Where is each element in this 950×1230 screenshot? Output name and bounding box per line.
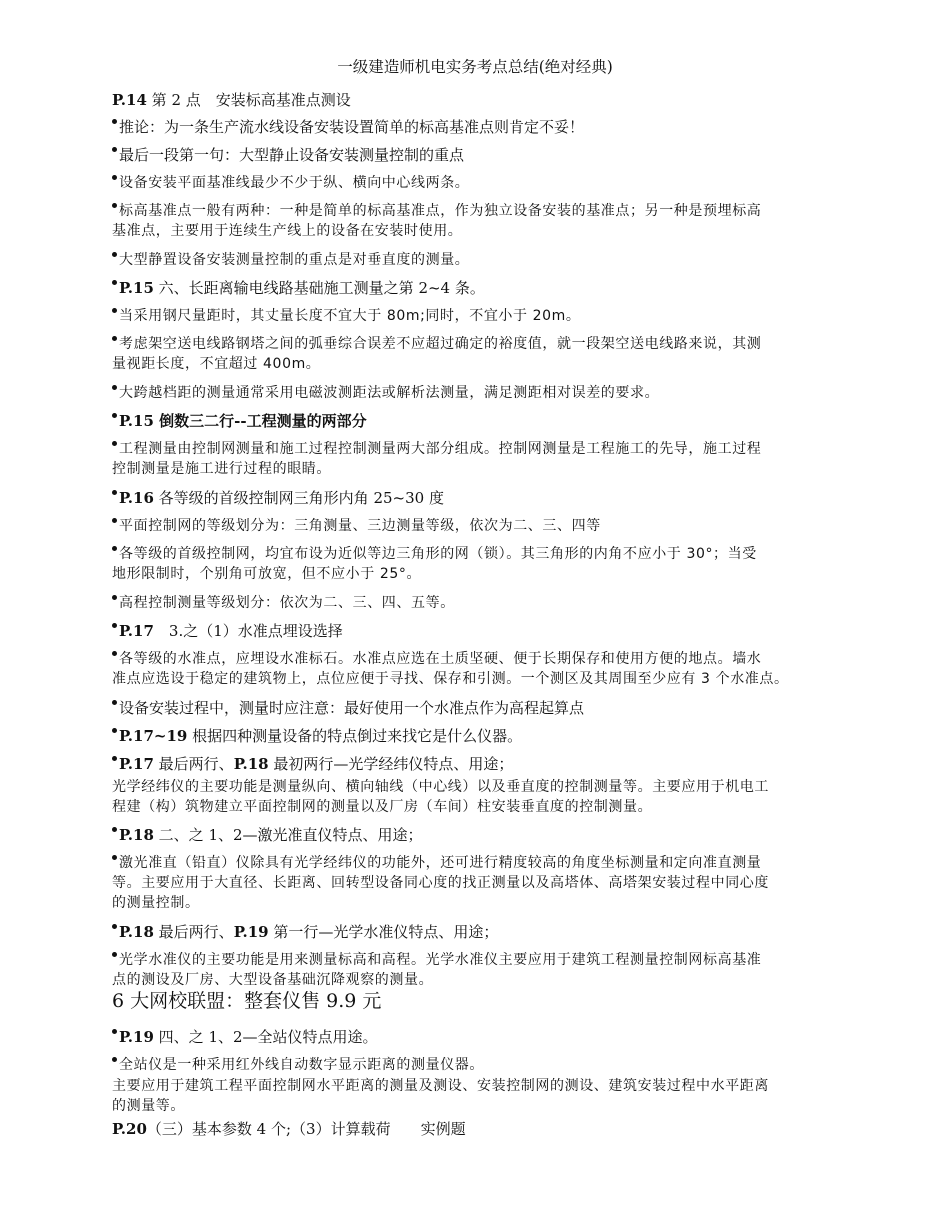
heading-text: 倒数三二行--工程测量的两部分 — [153, 412, 367, 430]
bullet-icon — [112, 827, 117, 832]
page-ref: P.19 — [119, 1028, 154, 1046]
section-heading-p15b — [112, 411, 842, 431]
section-heading-p18 — [112, 825, 842, 845]
bullet-item — [112, 853, 842, 873]
page-header-title: 一级建造师机电实务考点总结(绝对经典) — [337, 58, 613, 76]
page-ref: P.17 — [119, 755, 154, 773]
section-heading-p19 — [112, 1027, 842, 1047]
bullet-text: 全站仪是一种采用红外线自动数字显示距离的测量仪器。 — [119, 1057, 484, 1073]
section-heading-p17 — [112, 621, 842, 641]
bullet-icon — [112, 336, 117, 341]
section-heading-p17-p18 — [112, 754, 842, 774]
continuation-line: 点的测设及厂房、大型设备基础沉降观察的测量。 — [112, 972, 434, 988]
continuation-line: 等。主要应用于大直径、长距离、回转型设备同心度的找正测量以及高塔体、高塔架安装过程中同心度 — [112, 875, 769, 891]
bullet-text: 当采用钢尺量距时，其丈量长度不宜大于 80m;同时，不宜小于 20m。 — [119, 308, 581, 324]
bullet-icon — [112, 385, 117, 390]
section-heading-p18-p19 — [112, 922, 842, 942]
bullet-text: 光学水准仪的主要功能是用来测量标高和高程。光学水准仪主要应用于建筑工程测量控制网标高基准 — [119, 952, 762, 968]
bullet-icon — [112, 518, 117, 523]
heading-text: 第 2 点 安装标高基准点测设 — [146, 91, 351, 109]
bullet-icon — [112, 756, 117, 761]
bullet-item — [112, 698, 842, 718]
advert-line: 6 大网校联盟：整套仪售 9.9 元 — [112, 990, 382, 1012]
heading-text: 二、之 1、2—激光准直仪特点、用途； — [153, 826, 423, 844]
bullet-text: 各等级的水准点，应埋设水准标石。水准点应选在土质坚硬、便于长期保存和使用方便的地点。墙水 — [119, 651, 762, 667]
bullet-icon — [112, 700, 117, 705]
bullet-icon — [112, 595, 117, 600]
bullet-icon — [112, 490, 117, 495]
bullet-icon — [112, 413, 117, 418]
page-ref: P.19 — [233, 923, 269, 941]
bullet-icon — [112, 1057, 117, 1062]
bullet-item — [112, 145, 842, 165]
heading-text: 最初两行—光学经纬仪特点、用途； — [268, 755, 514, 773]
bullet-icon — [112, 119, 117, 124]
section-heading-p16 — [112, 488, 842, 508]
paragraph-line: 程建（构）筑物建立平面控制网的测量以及厂房（车间）柱安装垂直度的控制测量。 — [112, 799, 653, 815]
page-ref: P.18 — [119, 923, 154, 941]
heading-text: 四、之 1、2—全站仪特点用途。 — [153, 1028, 378, 1046]
page-ref: P.17~19 — [119, 727, 188, 745]
page-ref: P.14 — [112, 91, 147, 109]
bullet-text: 标高基准点一般有两种：一种是简单的标高基准点，作为独立设备安装的基准点；另一种是预埋标高 — [119, 203, 762, 219]
bullet-text: 平面控制网的等级划分为：三角测量、三边测量等级，依次为二、三、四等 — [119, 518, 601, 534]
paragraph-line: 主要应用于建筑工程平面控制网水平距离的测量及测设、安装控制网的测设、建筑安装过程中水平距离 — [112, 1078, 769, 1094]
page-ref: P.16 — [119, 489, 154, 507]
bullet-icon — [112, 175, 117, 180]
bullet-icon — [112, 252, 117, 257]
page-ref: P.18 — [233, 755, 269, 773]
bullet-item — [112, 516, 842, 536]
bullet-icon — [112, 924, 117, 929]
section-heading-p17-19 — [112, 726, 842, 746]
page-ref: P.15 — [119, 412, 154, 430]
heading-text: 最后两行、 — [153, 755, 234, 773]
bullet-item — [112, 306, 842, 326]
continuation-line: 的测量控制。 — [112, 895, 200, 911]
page-ref: P.18 — [119, 826, 154, 844]
continuation-line: 量视距长度，不宜超过 400m。 — [112, 356, 321, 372]
bullet-text: 大型静置设备安装测量控制的重点是对垂直度的测量。 — [119, 252, 470, 268]
heading-text: 最后两行、 — [153, 923, 234, 941]
bullet-item — [112, 383, 842, 403]
continuation-line: 准点应选设于稳定的建筑物上，点位应便于寻找、保存和引测。一个测区及其周围至少应有 3 个水准点。 — [112, 671, 789, 687]
bullet-text: 大跨越档距的测量通常采用电磁波测距法或解析法测量，满足测距相对误差的要求。 — [119, 385, 660, 401]
heading-text: 根据四种测量设备的特点倒过来找它是什么仪器。 — [187, 727, 523, 745]
bullet-icon — [112, 441, 117, 446]
bullet-text: 考虑架空送电线路钢塔之间的弧垂综合误差不应超过确定的裕度值，就一段架空送电线路来说，其测 — [119, 336, 762, 352]
bullet-text: 工程测量由控制网测量和施工过程控制测量两大部分组成。控制网测量是工程施工的先导，施工过程 — [119, 441, 762, 457]
heading-text: 各等级的首级控制网三角形内角 25~30 度 — [153, 489, 444, 507]
bullet-item — [112, 950, 842, 970]
bullet-item — [112, 439, 842, 459]
bullet-text: 设备安装平面基准线最少不少于纵、横向中心线两条。 — [119, 175, 470, 191]
bullet-icon — [112, 308, 117, 313]
bullet-item — [112, 334, 842, 354]
page-ref: P.15 — [119, 279, 154, 297]
heading-text: 六、长距离输电线路基础施工测量之第 2~4 条。 — [153, 279, 485, 297]
bullet-icon — [112, 728, 117, 733]
bullet-icon — [112, 623, 117, 628]
bullet-item — [112, 544, 842, 564]
bullet-text: 激光准直（铅直）仪除具有光学经纬仪的功能外，还可进行精度较高的角度坐标测量和定向准直测量 — [119, 855, 762, 871]
heading-text: （三）基本参数 4 个;（3）计算载荷 实例题 — [146, 1120, 466, 1138]
paragraph-line: 光学经纬仪的主要功能是测量纵向、横向轴线（中心线）以及垂直度的控制测量等。主要应用于机电工 — [112, 779, 769, 795]
bullet-item — [112, 173, 842, 193]
bullet-item — [112, 201, 842, 221]
bullet-item — [112, 593, 842, 613]
bullet-item — [112, 117, 842, 137]
bullet-icon — [112, 203, 117, 208]
bullet-icon — [112, 651, 117, 656]
bullet-item — [112, 649, 842, 669]
continuation-line: 基准点，主要用于连续生产线上的设备在安装时使用。 — [112, 223, 463, 239]
heading-text: 第一行—光学水准仪特点、用途； — [268, 923, 499, 941]
bullet-item — [112, 1055, 842, 1075]
continuation-line: 地形限制时，个别角可放宽，但不应小于 25°。 — [112, 566, 422, 582]
bullet-icon — [112, 280, 117, 285]
page-ref: P.17 — [119, 622, 154, 640]
heading-text: 3.之（1）水准点埋设选择 — [153, 622, 343, 640]
bullet-icon — [112, 147, 117, 152]
bullet-text: 推论：为一条生产流水线设备安装设置简单的标高基准点则肯定不妥！ — [119, 118, 585, 136]
bullet-icon — [112, 855, 117, 860]
bullet-text: 最后一段第一句：大型静止设备安装测量控制的重点 — [119, 146, 465, 164]
section-heading-p15 — [112, 278, 842, 298]
section-heading-p20 — [112, 1119, 842, 1139]
bullet-text: 各等级的首级控制网，均宜布设为近似等边三角形的网（锁）。其三角形的内角不应小于 30°；当受 — [119, 546, 757, 562]
section-heading-p14 — [112, 90, 842, 110]
bullet-icon — [112, 546, 117, 551]
bullet-text: 高程控制测量等级划分：依次为二、三、四、五等。 — [119, 595, 455, 611]
page-ref: P.20 — [112, 1120, 147, 1138]
continuation-line: 控制测量是施工进行过程的眼睛。 — [112, 461, 331, 477]
bullet-item — [112, 250, 842, 270]
bullet-text: 设备安装过程中，测量时应注意：最好使用一个水准点作为高程起算点 — [119, 699, 585, 717]
paragraph-line: 的测量等。 — [112, 1098, 185, 1114]
bullet-icon — [112, 1029, 117, 1034]
bullet-icon — [112, 952, 117, 957]
